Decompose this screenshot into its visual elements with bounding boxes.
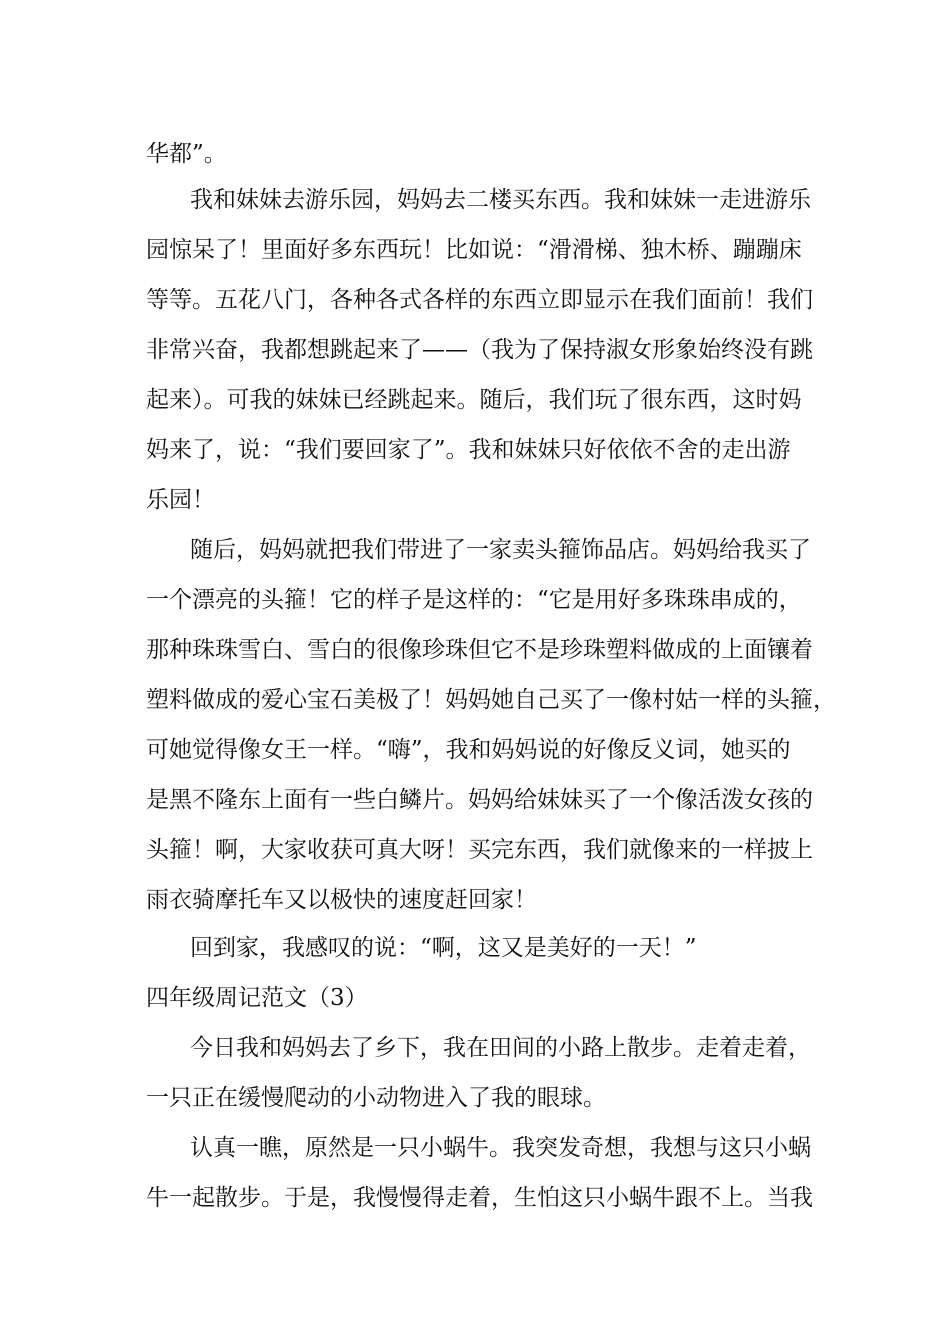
text-line: 头箍！啊，大家收获可真大呀！买完东西，我们就像来的一样披上 (146, 837, 813, 863)
text-line: 园惊呆了！里面好多东西玩！比如说：“滑滑梯、独木桥、蹦蹦床 (146, 237, 802, 263)
text-line: 华都”。 (146, 141, 227, 167)
paragraph-start: 回到家，我感叹的说：“啊，这又是美好的一天！” (190, 935, 697, 961)
text-line: 牛一起散步。于是，我慢慢得走着，生怕这只小蜗牛跟不上。当我 (146, 1185, 813, 1211)
paragraph-start: 我和妹妹去游乐园，妈妈去二楼买东西。我和妹妹一走进游乐 (190, 187, 811, 213)
paragraph-start: 随后，妈妈就把我们带进了一家卖头箍饰品店。妈妈给我买了 (190, 537, 811, 563)
text-line: 一个漂亮的头箍！它的样子是这样的：“它是用好多珠珠串成的， (146, 587, 802, 613)
text-line: 雨衣骑摩托车又以极快的速度赶回家！ (146, 887, 537, 913)
paragraph-start: 今日我和妈妈去了乡下，我在田间的小路上散步。走着走着， (190, 1035, 811, 1061)
paragraph-start: 认真一瞧，原然是一只小蜗牛。我突发奇想，我想与这只小蜗 (190, 1135, 811, 1161)
text-line: 那种珠珠雪白、雪白的很像珍珠但它不是珍珠塑料做成的上面镶着 (146, 637, 813, 663)
text-line: 乐园！ (146, 487, 215, 513)
section-heading: 四年级周记范文（3） (146, 985, 368, 1011)
text-line: 起来）。可我的妹妹已经跳起来。随后，我们玩了很东西，这时妈 (146, 387, 802, 413)
text-line: 等等。五花八门，各种各式各样的东西立即显示在我们面前！我们 (146, 287, 813, 313)
text-line: 是黑不隆东上面有一些白鳞片。妈妈给妹妹买了一个像活泼女孩的 (146, 787, 813, 813)
text-line: 一只正在缓慢爬动的小动物进入了我的眼球。 (146, 1085, 606, 1111)
text-line: 妈来了，说：“我们要回家了”。我和妹妹只好依依不舍的走出游 (146, 437, 791, 463)
text-line: 塑料做成的爱心宝石美极了！妈妈她自己买了一像村姑一样的头箍， (146, 687, 836, 713)
text-line: 非常兴奋，我都想跳起来了——（我为了保持淑女形象始终没有跳 (146, 337, 813, 363)
text-line: 可她觉得像女王一样。“嗨”，我和妈妈说的好像反义词，她买的 (146, 737, 791, 763)
